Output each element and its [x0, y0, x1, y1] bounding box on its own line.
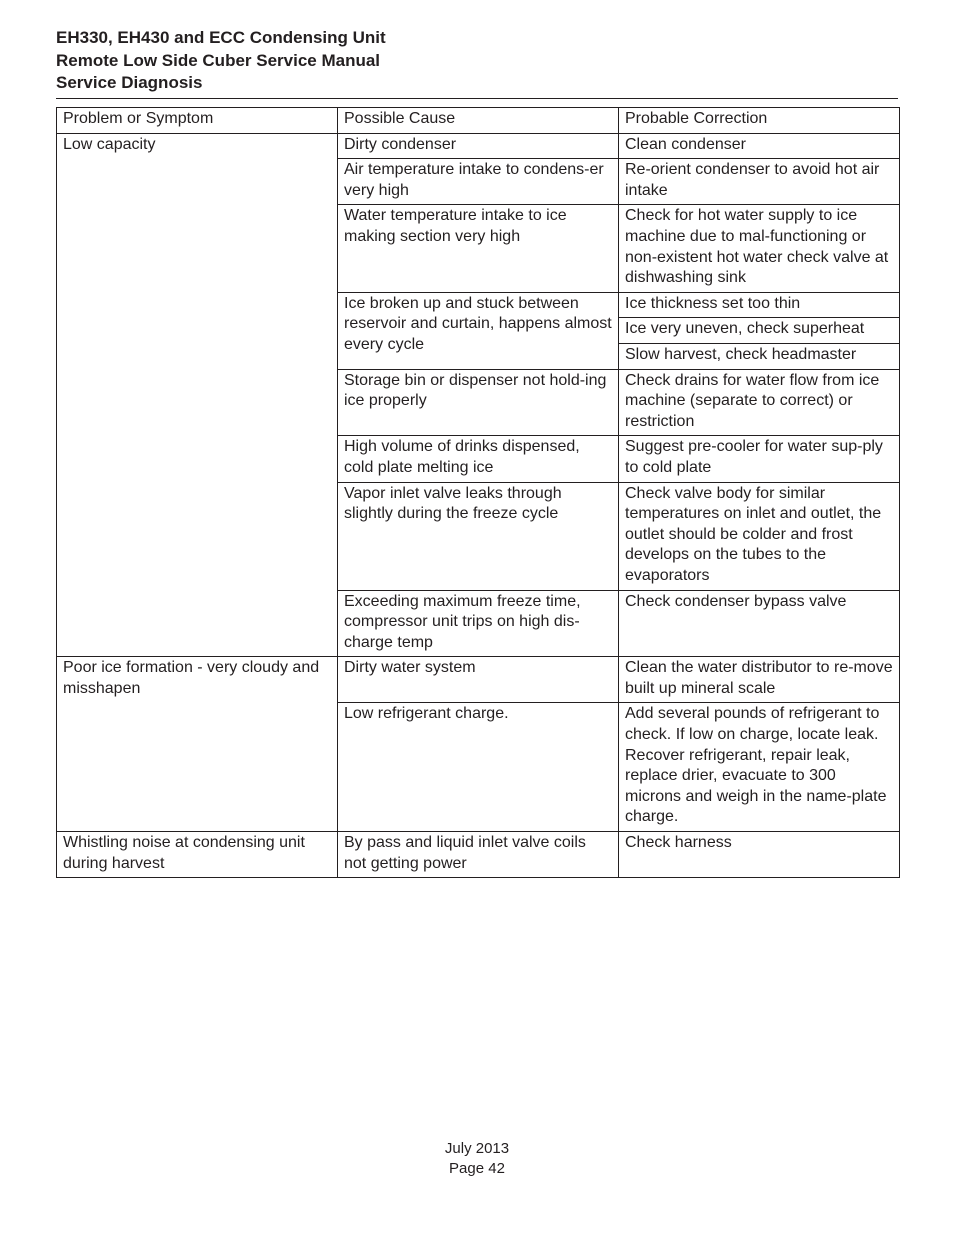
header-rule: [56, 98, 898, 99]
header-title: EH330, EH430 and ECC Condensing Unit: [56, 28, 386, 47]
cause-cell: Dirty water system: [338, 657, 619, 703]
table-row: [57, 832, 900, 878]
cause-cell: Dirty condenser: [338, 133, 619, 159]
column-header-correction: Probable Correction: [619, 108, 900, 134]
cause-cell: High volume of drinks dispensed, cold plate melting ice: [338, 436, 619, 482]
table-header-row: [57, 108, 900, 134]
cause-cell: Exceeding maximum freeze time, compressor unit trips on high dis-charge temp: [338, 590, 619, 657]
header-subtitle: Remote Low Side Cuber Service Manual: [56, 50, 381, 70]
symptom-cell: Low capacity: [57, 133, 338, 657]
footer-page-number: Page 42: [449, 1160, 505, 1177]
correction-cell: Add several pounds of refrigerant to check. If low on charge, locate leak. Recover refrigerant, repair leak, replace drier, evacuate to 300 microns and weigh in the name-plate charge.: [619, 703, 900, 832]
section-title: Service Diagnosis: [56, 73, 203, 92]
cause-cell: Ice broken up and stuck between reservoir and curtain, happens almost every cycle: [338, 292, 619, 369]
correction-cell: Check for hot water supply to ice machine due to mal-functioning or non-existent hot water check valve at dishwashing sink: [619, 205, 900, 292]
table-row: [57, 657, 900, 703]
cause-cell: Low refrigerant charge.: [338, 703, 619, 832]
cause-cell: Storage bin or dispenser not hold-ing ice properly: [338, 369, 619, 436]
cause-cell: Air temperature intake to condens-er very high: [338, 159, 619, 205]
correction-cell: Check drains for water flow from ice machine (separate to correct) or restriction: [619, 369, 900, 436]
symptom-cell: Whistling noise at condensing unit during harvest: [57, 832, 338, 878]
correction-cell: Clean the water distributor to re-move built up mineral scale: [619, 657, 900, 703]
diagnosis-table: [56, 107, 900, 878]
correction-cell: Check harness: [619, 832, 900, 878]
correction-cell: Check condenser bypass valve: [619, 590, 900, 657]
correction-cell: Slow harvest, check headmaster: [619, 343, 900, 369]
document-header: [56, 27, 898, 95]
correction-cell: Ice very uneven, check superheat: [619, 318, 900, 344]
column-header-symptom: Problem or Symptom: [57, 108, 338, 134]
cause-cell: Vapor inlet valve leaks through slightly during the freeze cycle: [338, 482, 619, 590]
footer-date: July 2013: [444, 1140, 510, 1157]
correction-cell: Suggest pre-cooler for water sup-ply to cold plate: [619, 436, 900, 482]
correction-cell: Ice thickness set too thin: [619, 292, 900, 318]
cause-cell: By pass and liquid inlet valve coils not getting power: [338, 832, 619, 878]
correction-cell: Clean condenser: [619, 133, 900, 159]
page-footer: [0, 1139, 954, 1179]
table-row: [57, 133, 900, 159]
correction-cell: Check valve body for similar temperatures on inlet and outlet, the outlet should be colder and frost develops on the tubes to the evaporators: [619, 482, 900, 590]
cause-cell: Water temperature intake to ice making section very high: [338, 205, 619, 292]
column-header-cause: Possible Cause: [338, 108, 619, 134]
symptom-cell: Poor ice formation - very cloudy and misshapen: [57, 657, 338, 832]
correction-cell: Re-orient condenser to avoid hot air intake: [619, 159, 900, 205]
